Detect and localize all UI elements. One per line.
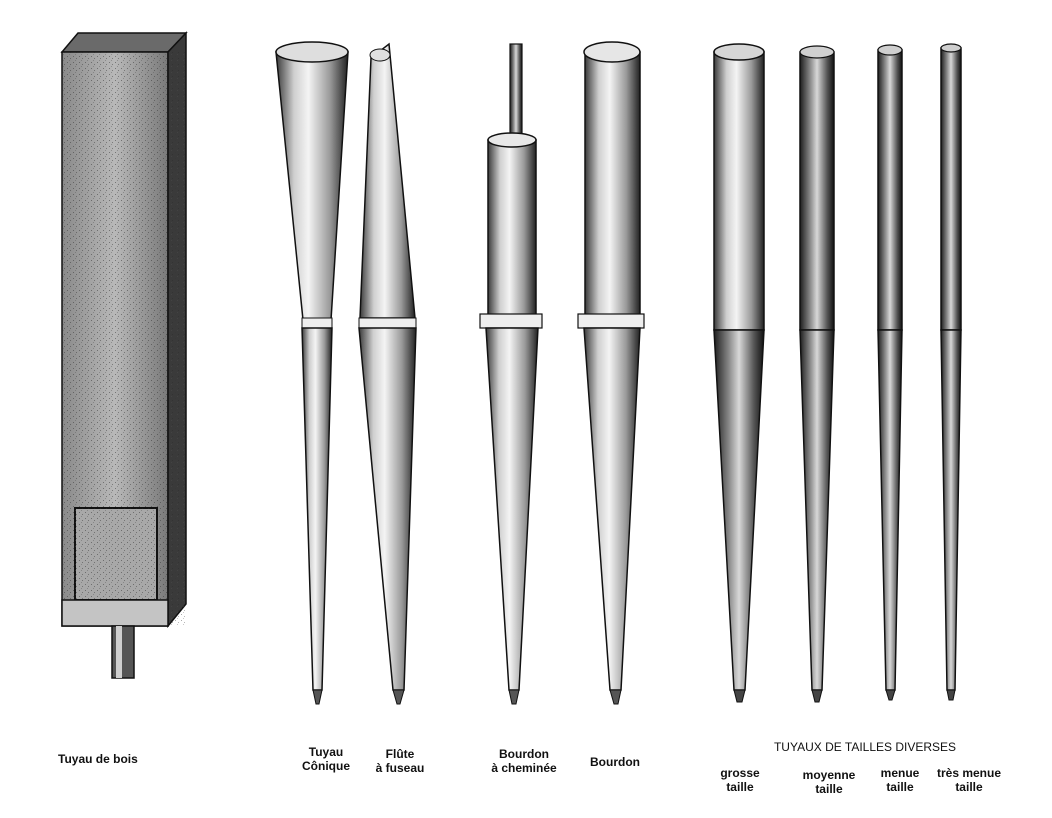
label-medium-line1: moyenne	[802, 768, 856, 782]
label-wood-pipe-text: Tuyau de bois	[58, 752, 138, 766]
conical-pipe	[276, 42, 348, 704]
label-small-line2: taille	[886, 780, 914, 794]
label-large-line2: taille	[726, 780, 754, 794]
label-conical-line2: Cônique	[302, 759, 350, 773]
label-chimney-line2: à cheminée	[491, 761, 557, 775]
label-very-small-scale	[928, 766, 1010, 794]
large-scale-pipe	[714, 44, 764, 702]
label-bourdon-text: Bourdon	[590, 755, 640, 769]
medium-scale-pipe	[800, 46, 834, 702]
bourdon-pipe	[578, 42, 644, 704]
label-conical-pipe	[296, 745, 356, 773]
label-very-small-line2: taille	[955, 780, 983, 794]
label-conical-line1: Tuyau	[308, 745, 344, 759]
label-very-small-line1: très menue	[936, 766, 1002, 780]
label-group-title	[745, 740, 985, 754]
label-chimney-bourdon	[484, 747, 564, 775]
wood-pipe	[62, 33, 186, 678]
very-small-scale-pipe	[941, 44, 961, 700]
spindle-flute-pipe	[359, 44, 416, 704]
label-chimney-line1: Bourdon	[499, 747, 549, 761]
label-medium-line2: taille	[815, 782, 843, 796]
label-group-title-text: TUYAUX DE TAILLES DIVERSES	[773, 740, 957, 754]
label-bourdon	[585, 755, 645, 769]
label-spindle-line2: à fuseau	[375, 761, 425, 775]
label-large-line1: grosse	[720, 766, 760, 780]
label-small-line1: menue	[880, 766, 920, 780]
label-wood-pipe	[58, 752, 138, 766]
label-spindle-flute	[370, 747, 430, 775]
label-spindle-line1: Flûte	[385, 747, 415, 761]
label-small-scale	[872, 766, 928, 794]
label-medium-scale	[796, 768, 862, 796]
small-scale-pipe	[878, 45, 902, 700]
chimney-bourdon-pipe	[480, 44, 542, 704]
label-large-scale	[712, 766, 768, 794]
